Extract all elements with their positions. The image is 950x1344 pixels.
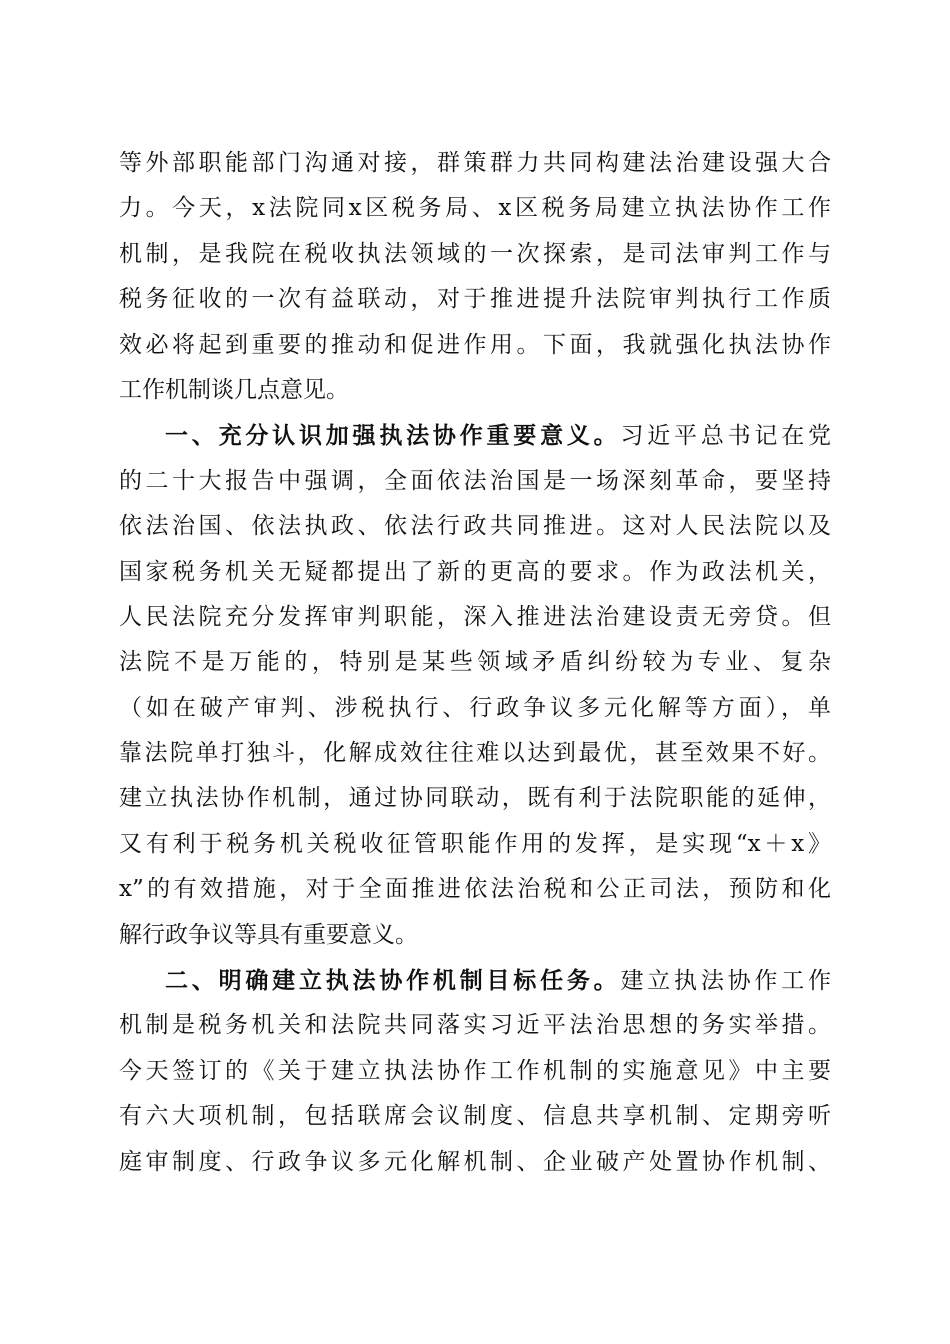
paragraph-line: 建立执法协作机制，通过协同联动，既有利于法院职能的延伸， — [119, 785, 831, 812]
paragraph-line: 庭审制度、行政争议多元化解机制、企业破产处置协作机制、 — [119, 1148, 831, 1175]
section-heading-1: 一、充分认识加强执法协作重要意义。 — [165, 422, 621, 450]
paragraph-line: 又有利于税务机关税收征管职能作用的发挥，是实现“x＋x》 — [119, 830, 831, 857]
paragraph-line: 机制是税务机关和法院共同落实习近平法治思想的务实举措。 — [119, 1012, 831, 1039]
section-heading-line: 一、充分认识加强执法协作重要意义。习近平总书记在党 — [165, 422, 832, 450]
document-body — [119, 141, 831, 1185]
paragraph-line: 国家税务机关无疑都提出了新的更高的要求。作为政法机关， — [119, 558, 831, 585]
paragraph-line: 法院不是万能的，特别是某些领域矛盾纠纷较为专业、复杂 — [119, 649, 831, 676]
paragraph-line: 依法治国、依法执政、依法行政共同推进。这对人民法院以及 — [119, 513, 831, 540]
paragraph-line: 力。今天，x法院同x区税务局、x区税务局建立执法协作工作 — [119, 195, 831, 222]
paragraph-line: 今天签订的《关于建立执法协作工作机制的实施意见》中主要 — [119, 1057, 831, 1084]
paragraph-line: 机制，是我院在税收执法领域的一次探索，是司法审判工作与 — [119, 240, 831, 267]
paragraph-line: 税务征收的一次有益联动，对于推进提升法院审判执行工作质 — [119, 286, 831, 313]
paragraph-line: x”的有效措施，对于全面推进依法治税和公正司法，预防和化 — [119, 876, 831, 903]
paragraph-line: 靠法院单打独斗，化解成效往往难以达到最优，甚至效果不好。 — [119, 740, 831, 767]
paragraph-line: 人民法院充分发挥审判职能，深入推进法治建设责无旁贷。但 — [119, 603, 831, 630]
paragraph-line: 效必将起到重要的推动和促进作用。下面，我就强化执法协作 — [119, 331, 831, 358]
section-heading-2: 二、明确建立执法协作机制目标任务。 — [165, 967, 621, 995]
paragraph-line: 有六大项机制，包括联席会议制度、信息共享机制、定期旁听 — [119, 1103, 831, 1130]
section-heading-line: 二、明确建立执法协作机制目标任务。建立执法协作工作 — [165, 967, 832, 995]
paragraph-line: 工作机制谈几点意见。 — [119, 376, 349, 403]
paragraph-line: 解行政争议等具有重要意义。 — [119, 921, 418, 948]
paragraph-line: 的二十大报告中强调，全面依法治国是一场深刻革命，要坚持 — [119, 467, 831, 494]
paragraph-line: 等外部职能部门沟通对接，群策群力共同构建法治建设强大合 — [119, 150, 831, 176]
paragraph-line: （如在破产审判、涉税执行、行政争议多元化解等方面），单 — [119, 694, 831, 721]
